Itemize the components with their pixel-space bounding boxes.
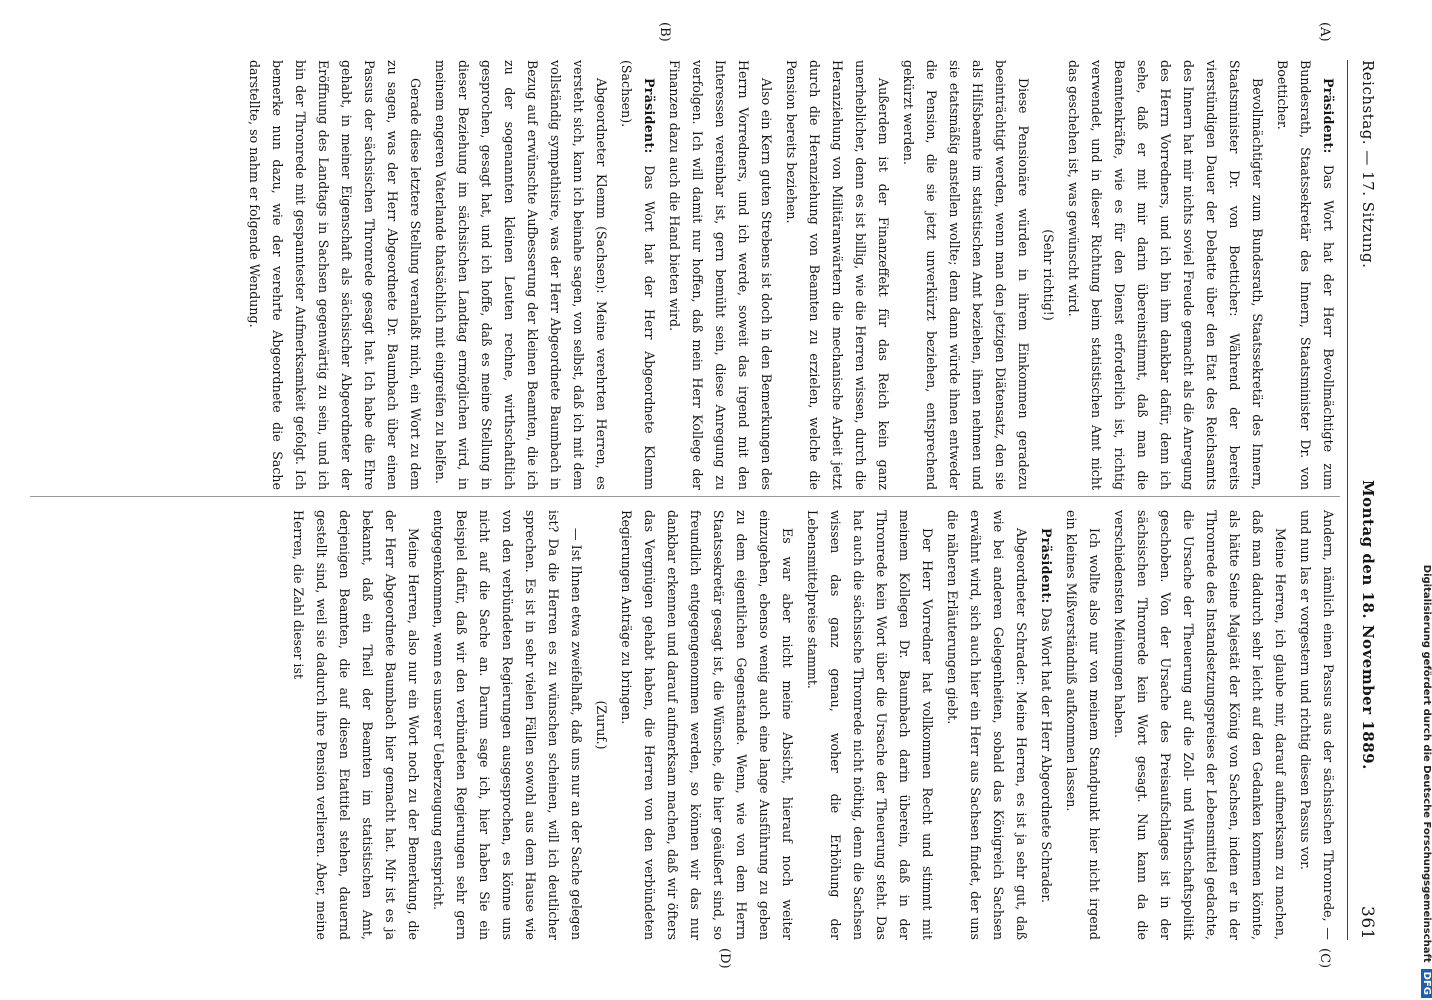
paragraph-text: — Ist Ihnen etwa zweifelhaft, daß uns nur an der Sache gelegen ist? Da die Herren es zu wünschen scheinen, will ich deutlicher sprechen. Es ist in sehr vielen Fällen sowohl aus dem Hause wie von den verbündeten Regierungen ausgesprochen, es könne uns nicht auf die Sache an. Darum sage ich, hier haben Sie ein Beispiel dafür, daß wir den verbündeten Regierungen sehr gern entgegenkommen, wenn es unserer Ueberzeugung entspricht.: [431, 510, 584, 940]
paragraph-text: Bevollmächtigter zum Bundesrath, Staatssekretär des Innern, Staatsminister Dr. von Boetticher: Während der bereits vierstündigen Dauer der Debatte über den Etat des Reichsamts des Innern hat mir nichts soviel Freude gemacht als die Anregung des Herrn Vorredners, und ich bin ihm dankbar dafür, denn ich sehe, daß er mit mir darin übereinstimmt, daß man die Beamtenkräfte, wie es für den Dienst erforderlich ist, richtig verwendet, und in dieser Richtung beim statistischen Amt nicht das geschehen ist, was gewünscht wird.: [1066, 60, 1265, 490]
interjection: (Sehr richtig!): [1041, 229, 1056, 321]
margin-marker-a: (A): [1317, 22, 1332, 42]
paragraph-text: Andern, nämlich einen Passus aus der sächsischen Thronrede, — und nun las er vorgestern und richtig diesen Passus vor.: [1298, 510, 1336, 940]
margin-marker-c: (C): [1317, 948, 1332, 969]
paragraph: [1294, 510, 1340, 940]
paragraph: [1060, 510, 1106, 940]
speaker-label: Präsident:: [1321, 78, 1336, 154]
right-column: [285, 510, 1340, 940]
paragraph-text: Also ein Kern guten Strebens ist doch in den Bemerkungen des Herrn Vorredners, und ich werde, soweit das irgend mit den Interessen vereinbar ist, gern bemüht sein, diese Anregung zu verfolgen. Ich will damit nur hoffen, daß mein Herr Kollege der Finanzen dazu auch die Hand bieten wird.: [667, 60, 774, 490]
speaker-label: Präsident:: [642, 78, 657, 154]
paragraph-text: Das Wort hat der Herr Abgeordnete Klemm (Sachsen).: [619, 60, 657, 490]
paragraph: [429, 60, 613, 490]
paragraph: [287, 510, 425, 940]
paragraph: [663, 60, 778, 490]
paragraph-text: Abgeordneter Klemm (Sachsen): Meine verehrten Herren, es versteht sich, kann ich beinahe sagen, von selbst, daß ich mit dem vollständig sympathisire, was der Herr Abgeordnete Baumbach in Bezug auf erwünschte Aufbesserung der kleinen Beamten, die ich zu der sogenannten kleinen Leuten rechne, wirthschaftlich gesprochen, gesagt hat, und ich hoffe, daß es meine Stellung in dieser Beziehung im sächsischen Landtag ermöglichen wird, in meinem engeren Vaterlande thatsächlich mit eingreifen zu helfen.: [433, 60, 609, 490]
paragraph-text: Das Wort hat der Herr Bevollmächtigte zum Bundesrath, Staatssekretär des Innern, Staatsminister Dr. von Boetticher.: [1275, 60, 1336, 490]
interjection: (Zuruf.): [594, 700, 609, 750]
paragraph-text: Ich wollte also nur von meinem Standpunkt hier nicht irgend ein kleines Mißverständniß aufkommen lassen.: [1064, 510, 1102, 940]
paragraph: [941, 510, 1033, 940]
margin-marker-b: (B): [657, 22, 672, 42]
column-divider: [30, 496, 1340, 497]
header-rule: [1347, 60, 1348, 940]
paragraph-text: Diese Pensionäre würden in ihrem Einkommen geradezu beeinträchtigt werden, wenn man den jetzigen Diätensatz, den sie als Hilfsbeamte im statistischen Amt beziehen, ihnen nehmen und sie etatsmäßig anstellen wollte; denn dann würde ihnen entweder die Pension, die sie jetzt unverkürzt beziehen, entsprechend gekürzt werden.: [901, 60, 1031, 490]
paragraph: [427, 510, 588, 940]
digitization-credit: [1418, 8, 1432, 998]
paragraph-text: Abgeordneter Schrader: Meine Herren, es ist ja sehr gut, daß wie bei anderen Gelegenheiten, sobald das Königreich Sachsen erwähnt wird, sich auch hier ein Herr aus Sachsen findet, der uns die näheren Erläuterungen giebt.: [945, 510, 1029, 940]
dfg-logo: DFG: [1421, 969, 1432, 998]
page-header: [1347, 60, 1377, 940]
paragraph: [780, 60, 895, 490]
paragraph: [1035, 510, 1058, 940]
paragraph: [1271, 60, 1340, 490]
paragraph-text: Das Wort hat der Herr Abgeordnete Schrader.: [1039, 607, 1054, 904]
paragraph: [615, 510, 799, 940]
credit-text: Digitalisierung gefördert durch die Deutsche Forschungsgemeinschaft: [1421, 564, 1432, 963]
paragraph-text: Es war aber nicht meine Absicht, hierauf noch weiter einzugehen, ebenso wenig auch eine lange Ausführung zu geben zu dem eigentlichen Gegenstande. Wenn, wie von dem Herrn Staatssekretär gesagt ist, die Wünsche, die hier geäußert sind, so freundlich entgegengenommen werden, so können wir das nur dankbar erkennen und darauf aufmerksam machen, daß wir öfters das Vergnügen gehabt haben, die Herren von den verbündeten Regierungen Anträge zu bringen.: [619, 510, 795, 940]
paragraph-text: Meine Herren, also nur ein Wort noch zu der Bemerkung, die der Herr Abgeordnete Baumbach hier gemacht hat. Mir ist es ja bekannt, daß ein Theil der Beamten im statistischen Amt, derjenigen Beamten, die auf diesen Etattitel stehen, dauernd gestellt sind, weil sie dadurch ihre Pension verlieren. Aber, meine Herren, die Zahl dieser ist: [291, 510, 421, 940]
paragraph: [615, 60, 661, 490]
header-session: Reichstag. — 17. Sitzung.: [1359, 60, 1377, 269]
paragraph-text: Der Herr Vorredner hat vollkommen Recht und stimmt mit meinem Kollegen Dr. Baumbach darin überein, daß in der Thronrede kein Wort über die Ursache der Theuerung steht. Das hat auch die sächsische Thronrede nicht nöthig, denn die Sachsen wissen das ganz genau, woher die Erhöhung der Lebensmittelpreise stammt.: [805, 510, 935, 940]
page-number: 361: [1357, 906, 1377, 940]
margin-marker-d: (D): [717, 948, 732, 969]
paragraph-text: Gerade diese letztere Stellung veranlaßt mich, ein Wort zu dem zu sagen, was der Herr Abgeordnete Dr. Baumbach über einen Passus der sächsischen Thronrede gesagt hat. Ich habe die Ehre gehabt, in meiner Eigenschaft als sächsischer Abgeordneter der Eröffnung des Landtags in Sachsen gegenwärtig zu sein, und ich bin der Thronrede mit gespanntester Aufmerksamkeit gefolgt. Ich bemerke nun dazu, wie der verehrte Abgeordnete die Sache darstellte, so nahm er folgende Wendung.: [247, 60, 423, 490]
paragraph: [897, 60, 1035, 490]
digitization-credit-strip: [1418, 8, 1432, 998]
speaker-label: Präsident:: [1039, 528, 1054, 604]
paragraph: [1062, 60, 1269, 490]
paragraph-text: Außerdem ist der Finanzeffekt für das Reich kein ganz unerheblicher, denn es ist billig, wie die Herren wissen, durch die Heranziehung von Militäranwärtern die mechanische Arbeit jetzt durch die Heranziehung von Beamten zu erzielen, welche die Pension bereits beziehen.: [784, 60, 891, 490]
paragraph: [1108, 510, 1292, 940]
paragraph: [801, 510, 939, 940]
paragraph-text: Meine Herren, ich glaube mir, darauf aufmerksam zu machen, daß man dadurch sehr leicht auf den Gedanken kommen könnte, als hätte Seine Majestät der König von Sachsen, indem er in der Thronrede des Instandsetzungspreises der Lebensmittel gedachte, die Ursache der Theuerung auf die Zoll- und Wirthschaftspolitik geschoben. Von der Ursache des Preisaufschlages ist in der sächsischen Thronrede kein Wort gesagt. Nun kann da die verschiedensten Meinungen haben.: [1112, 510, 1288, 940]
left-column: [241, 60, 1340, 490]
paragraph: [243, 60, 427, 490]
header-date: Montag den 18. November 1889.: [1359, 480, 1377, 770]
